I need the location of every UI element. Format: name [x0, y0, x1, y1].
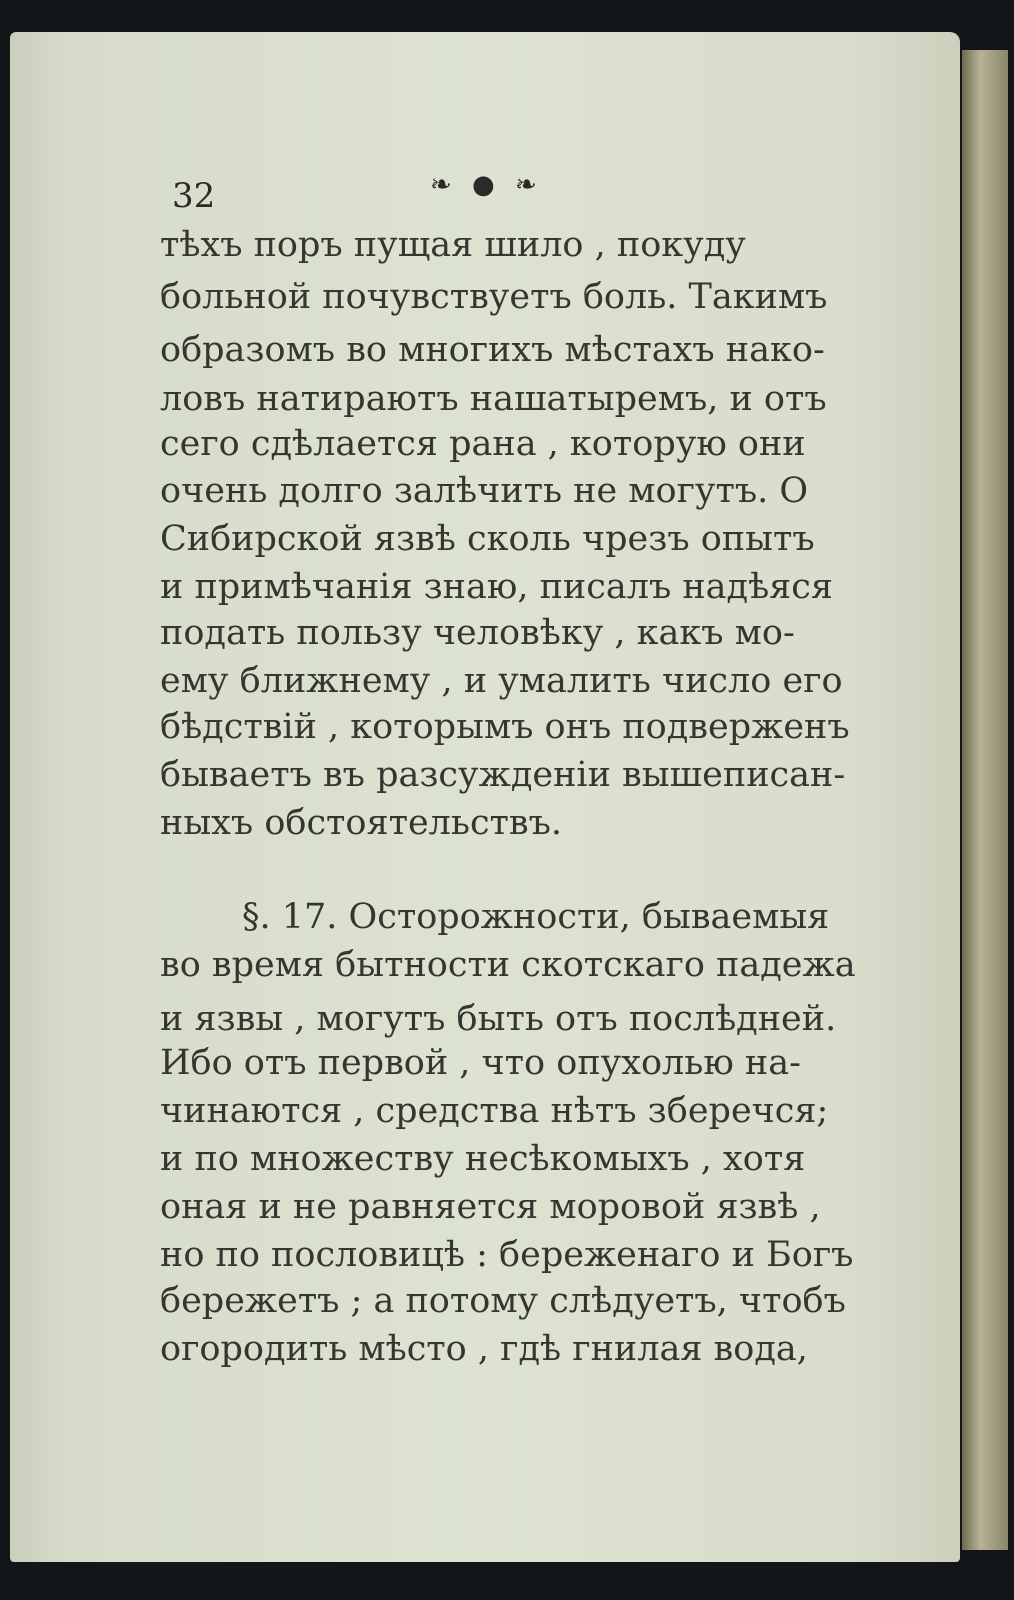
text-line: ловъ натираютъ нашатыремъ, и отъ — [160, 379, 827, 419]
text-line: очень долго залѣчить не могутъ. О — [160, 471, 809, 511]
text-line: ныхъ обстоятельствъ. — [160, 803, 563, 843]
text-line: бѣдствій , которымъ онъ подверженъ — [160, 707, 850, 747]
text-line: больной почувствуетъ боль. Такимъ — [160, 277, 828, 317]
text-line: образомъ во многихъ мѣстахъ нако- — [160, 330, 825, 370]
text-line: оная и не равняется моровой язвѣ , — [160, 1187, 821, 1227]
text-line: ему ближнему , и умалить число его — [160, 661, 843, 701]
text-line: и язвы , могутъ быть отъ послѣдней. — [160, 999, 837, 1039]
text-line: тѣхъ поръ пущая шило , покуду — [160, 225, 746, 265]
text-line: бережетъ ; а потому слѣдуетъ, чтобъ — [160, 1281, 846, 1321]
headpiece-ornament: ❧ ● ❧ — [430, 170, 543, 200]
text-line: подать пользу человѣку , какъ мо- — [160, 613, 795, 653]
text-line: огородить мѣсто , гдѣ гнилая вода, — [160, 1329, 808, 1369]
text-line: и примѣчанія знаю, писалъ надѣяся — [160, 567, 833, 607]
text-line: Сибирской язвѣ сколь чрезъ опытъ — [160, 519, 815, 559]
text-line: §. 17. Осторожности, бываемыя — [242, 897, 830, 937]
page-number: 32 — [172, 176, 216, 216]
text-line: Ибо отъ первой , что опухолью на- — [160, 1043, 801, 1083]
text-line: сего сдѣлается рана , которую они — [160, 424, 806, 464]
adjacent-page-edge — [962, 50, 1008, 1550]
text-line: и по множеству несѣкомыхъ , хотя — [160, 1139, 806, 1179]
text-line: во время бытности скотскаго падежа — [160, 945, 856, 985]
text-line: бываетъ въ разсужденіи вышеписан- — [160, 755, 846, 795]
text-line: чинаются , средства нѣтъ зберечся; — [160, 1091, 829, 1131]
text-line: но по пословицѣ : береженаго и Богъ — [160, 1235, 854, 1275]
